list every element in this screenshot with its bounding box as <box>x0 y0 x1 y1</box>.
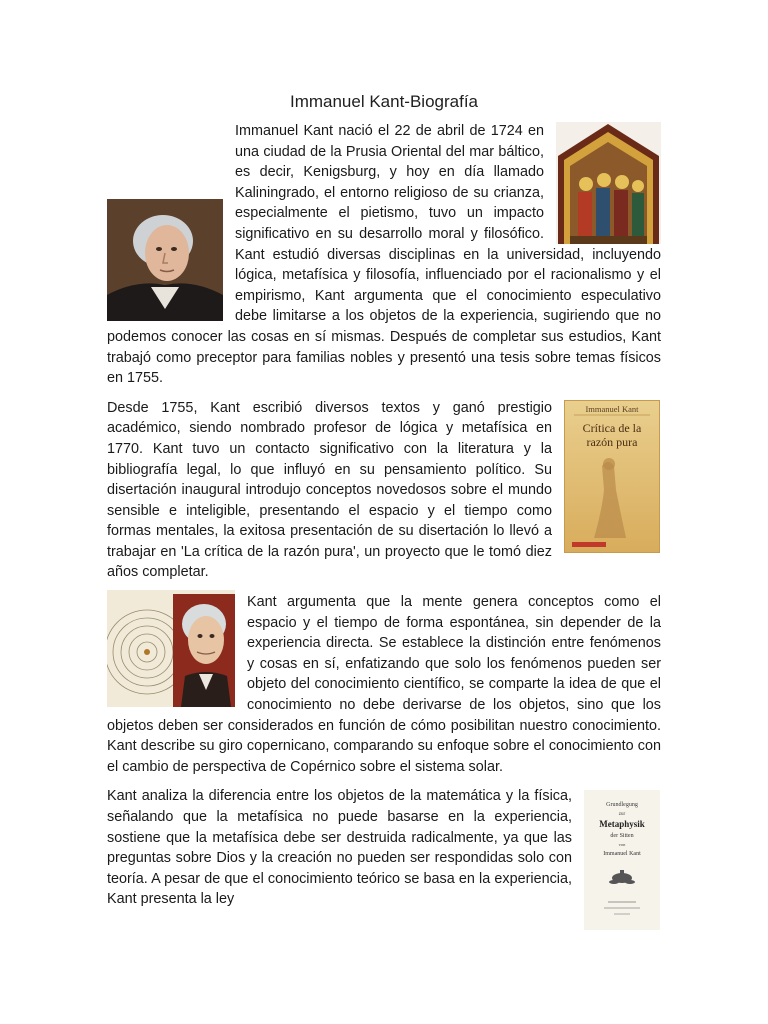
religious-painting-image <box>556 122 661 244</box>
kant-portrait-image <box>107 199 223 321</box>
paragraph-3: Kant argumenta que la mente genera conceptos como el espacio y el tiempo de forma espontánea, sin depender de la experiencia directa. Se establece la distinción entre fenómenos y cosas en sí, enfatizando que solo los fenómenos pueden ser objeto del conocimiento científico, se comparte la idea de que el conocimiento no debe derivarse de los objetos, sino que los objetos deben ser considerados en función de cómo posibilitan nuestro conocimiento. Kant describe su giro copernicano, comparando su enfoque sobre el conocimiento con el cambio de perspectiva de Copérnico sobre el sistema solar. <box>107 592 661 777</box>
page-title: Immanuel Kant-Biografía <box>289 92 479 111</box>
paragraph-1: Immanuel Kant nació el 22 de abril de 1724 en una ciudad de la Prusia Oriental del mar báltico, es decir, Kenigsburg, y hoy en día llamado Kaliningrado, el entorno religioso de su crianza, especialmente el pietismo, tuvo un impacto significativo en su desarrollo moral y filosófico. Kant estudió diversas disciplinas en la universidad, incluyendo lógica, metafísica y filosofía, influenciado por el racionalismo y el empirismo, Kant argumenta que el conocimiento especulativo debe limitarse a los objetos de la experiencia, sugiriendo que no podemos conocer las cosas en sí mismas. Después de completar sus estudios, Kant trabajó como preceptor para familias nobles y presentó una tesis sobre temas físicos en 1755. <box>107 123 661 387</box>
book-title-line2: razón pura <box>586 434 638 449</box>
paragraph-2: Immanuel Kant Crítica de la razón pura Desde 1755, Kant escribió diversos textos y ganó prestigio académico, siendo nombrado profesor de lógica y metafísica en 1770. Kant tuvo un contacto significativo con la literatura y la bibliografía legal, lo que influyó en su pensamiento político. Su disertación inaugural introdujo conceptos novedosos sobre el mundo sensible e inteligible, presentando el espacio y el tiempo como formas mentales, la exitosa presentación de su disertación lo llevó a trabajar en 'La crítica de la razón pura', un proyecto que le tomó diez años completar. <box>107 398 661 583</box>
title-page-line5: von <box>618 842 626 848</box>
title-page-line2: zur <box>618 812 626 818</box>
book-cover-image <box>564 400 660 553</box>
title-page-image <box>584 790 660 930</box>
title-page-line3: Metaphysik <box>599 819 645 830</box>
book-author-text: Immanuel Kant <box>585 403 639 414</box>
title-page-line6: Immanuel Kant <box>603 851 641 858</box>
title-page-line4: der Sitten <box>610 833 634 840</box>
book-title-line1: Crítica de la <box>582 420 642 435</box>
title-page-line1: Grundlegung <box>606 802 638 809</box>
copernicus-kant-image <box>107 590 235 707</box>
document-page <box>107 92 661 939</box>
paragraph-4: Grundlegung zur Metaphysik der Sitten von Immanuel Kant Kant analiza la diferencia entre los objetos de la matemática y la física, señalando que la metafísica no puede basarse en la experiencia, sostiene que la metafísica debe ser destruida radicalmente, ya que las preguntas sobre Dios y la creación no pueden ser respondidas solo con teoría. A pesar de que el conocimiento teórico se basa en la experiencia, Kant presenta la ley <box>107 786 661 930</box>
